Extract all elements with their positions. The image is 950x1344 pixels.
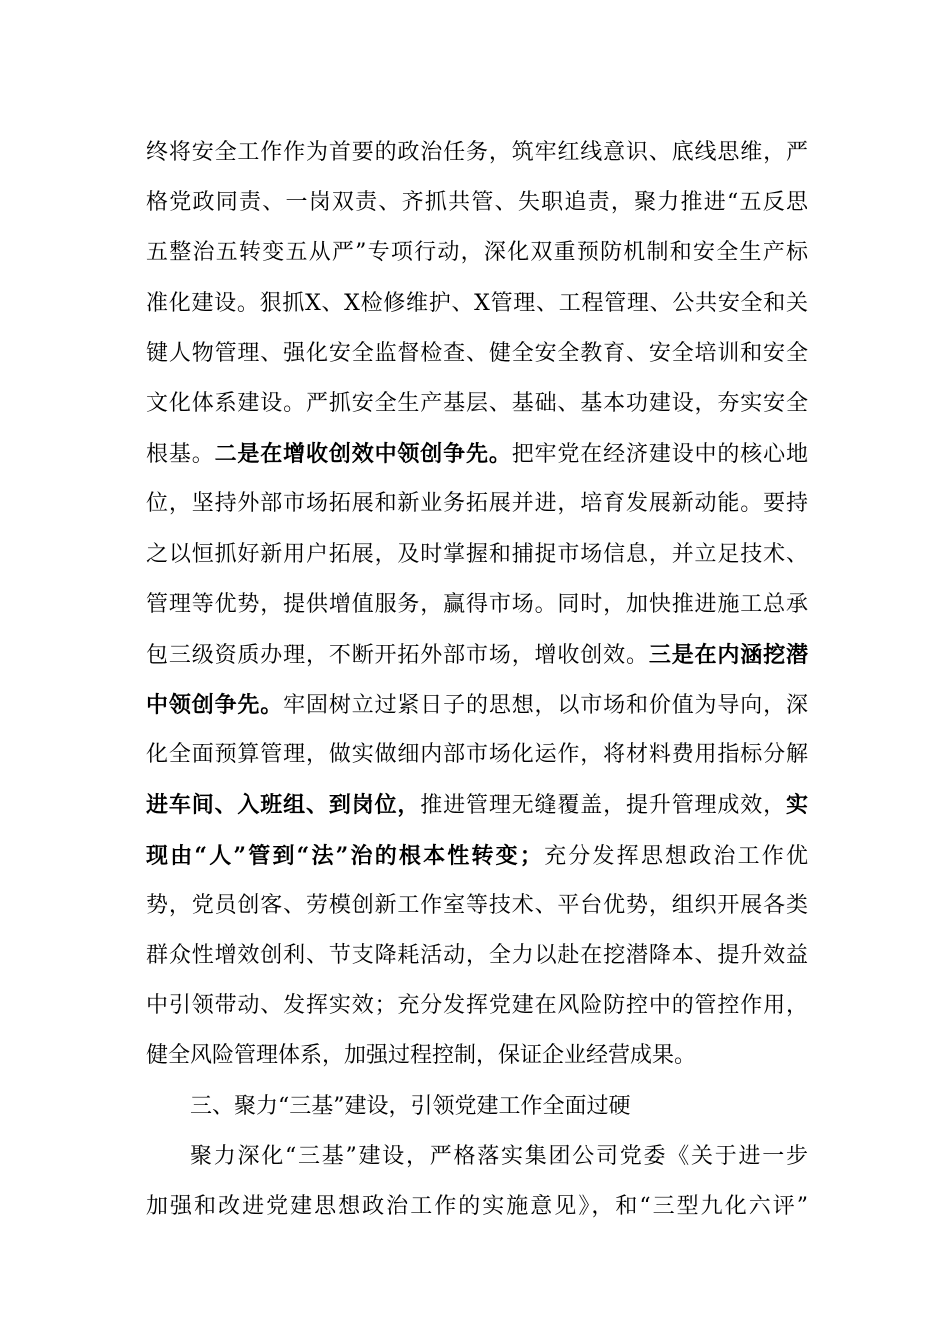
text-line <box>146 680 808 730</box>
text-line <box>146 1082 808 1132</box>
text-line <box>146 730 808 780</box>
text-run: 推进管理无缝覆盖，提升管理成效， <box>420 793 786 819</box>
text-line <box>146 178 808 228</box>
text-run: 文化体系建设。严抓安全生产基层、基础、基本功建设，夯实安全 <box>146 390 808 416</box>
bold-text-run: 进车间、入班组、到岗位， <box>146 792 421 819</box>
text-line <box>146 831 808 881</box>
text-line <box>146 228 808 278</box>
bold-text-run: 二是在增收创效中领创争先。 <box>214 441 512 468</box>
text-line <box>146 1031 808 1081</box>
text-line <box>146 128 808 178</box>
text-line <box>146 479 808 529</box>
bold-text-run: 实 <box>785 792 808 819</box>
text-run: 把牢党在经济建设中的核心地 <box>511 442 808 468</box>
text-line <box>146 780 808 830</box>
text-run: 管理等优势，提供增值服务，赢得市场。同时，加快推进施工总承 <box>146 591 808 617</box>
text-line <box>146 981 808 1031</box>
text-run: 中引领带动、发挥实效；充分发挥党建在风险防控中的管控作用， <box>146 993 808 1019</box>
text-run: 根基。 <box>146 442 215 468</box>
text-line <box>146 329 808 379</box>
text-run: 三、聚力“三基”建设，引领党建工作全面过硬 <box>190 1093 631 1119</box>
text-run: 位，坚持外部市场拓展和新业务拓展并进，培育发展新动能。要持 <box>146 491 808 517</box>
text-run: 五整治五转变五从严”专项行动，深化双重预防机制和安全生产标 <box>146 240 808 266</box>
text-line <box>146 630 808 680</box>
text-line <box>146 931 808 981</box>
text-run: 群众性增效创利、节支降耗活动，全力以赴在挖潜降本、提升效益 <box>146 943 808 968</box>
text-run: 健全风险管理体系，加强过程控制，保证企业经营成果。 <box>146 1043 697 1069</box>
document-body <box>146 128 808 1232</box>
text-run: 包三级资质办理，不断开拓外部市场，增收创效。 <box>146 642 649 668</box>
text-line <box>146 530 808 580</box>
text-run: 加强和改进党建思想政治工作的实施意见》，和“三型九化六评” <box>146 1193 808 1219</box>
text-run: 势，党员创客、劳模创新工作室等技术、平台优势，组织开展各类 <box>146 892 808 918</box>
text-line <box>146 881 808 931</box>
bold-text-run: 中领创争先。 <box>146 692 284 719</box>
text-run: 化全面预算管理，做实做细内部市场化运作，将材料费用指标分解 <box>146 742 808 768</box>
text-run: 聚力深化“三基”建设，严格落实集团公司党委《关于进一步 <box>190 1143 808 1169</box>
text-line <box>146 379 808 429</box>
text-run: 键人物管理、强化安全监督检查、健全安全教育、安全培训和安全 <box>146 340 808 366</box>
bold-text-run: 现由“人”管到“法”治的根本性转变； <box>146 842 542 869</box>
text-run: 充分发挥思想政治工作优 <box>541 843 808 869</box>
text-line <box>146 429 808 479</box>
text-run: 终将安全工作作为首要的政治任务，筑牢红线意识、底线思维，严 <box>146 140 808 165</box>
text-line <box>146 1132 808 1182</box>
text-run: 牢固树立过紧日子的思想，以市场和价值为导向，深 <box>283 693 808 719</box>
text-run: 准化建设。狠抓X、X检修维护、X管理、工程管理、公共安全和关 <box>146 290 808 316</box>
text-line <box>146 1182 808 1232</box>
text-line <box>146 279 808 329</box>
text-run: 之以恒抓好新用户拓展，及时掌握和捕捉市场信息，并立足技术、 <box>146 541 808 567</box>
bold-text-run: 三是在内涵挖潜 <box>648 641 808 668</box>
text-line <box>146 580 808 630</box>
text-run: 格党政同责、一岗双责、齐抓共管、失职追责，聚力推进“五反思 <box>146 190 808 216</box>
